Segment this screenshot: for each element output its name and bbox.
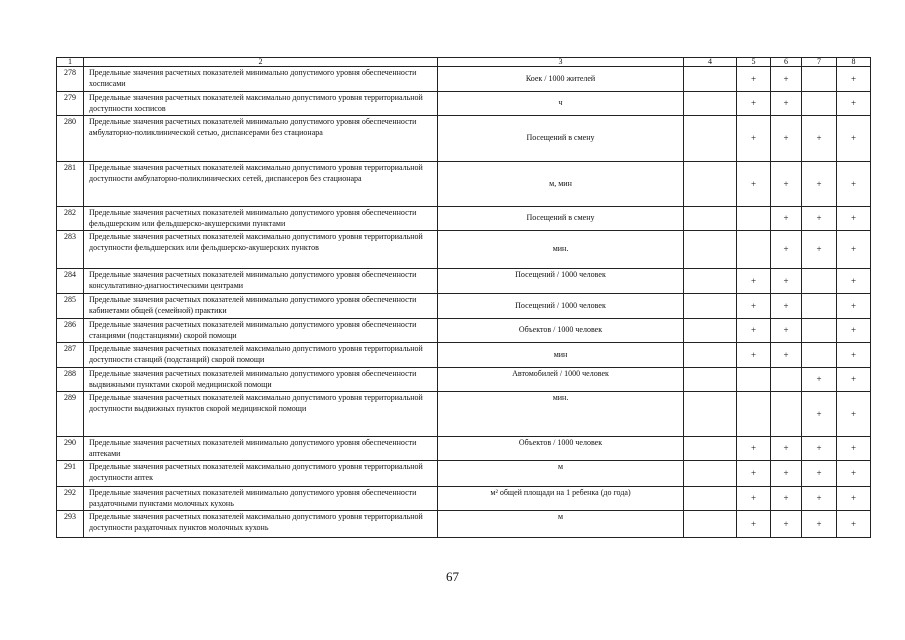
indicator-name: Предельные значения расчетных показателей максимально допустимого уровня территориальной доступности амбулаторно-поликлинических сетей, диспансеров без стационара bbox=[84, 162, 438, 207]
mark-cell-col8: + bbox=[837, 294, 871, 319]
mark-cell-col8: + bbox=[837, 207, 871, 231]
mark-cell-col7 bbox=[802, 92, 837, 116]
indicator-name: Предельные значения расчетных показателей минимально допустимого уровня обеспеченности кабинетами общей (семейной) практики bbox=[84, 294, 438, 319]
mark-cell-col6: + bbox=[771, 207, 802, 231]
col-header: 5 bbox=[737, 58, 771, 67]
indicator-name: Предельные значения расчетных показателей минимально допустимого уровня обеспеченности амбулаторно-поликлинической сетью, диспансерами без стационара bbox=[84, 116, 438, 162]
mark-cell-col8: + bbox=[837, 162, 871, 207]
mark-cell-col6: + bbox=[771, 162, 802, 207]
table-row bbox=[57, 116, 871, 162]
mark-cell-col6: + bbox=[771, 92, 802, 116]
mark-cell-col4 bbox=[684, 269, 737, 294]
mark-cell-col8: + bbox=[837, 368, 871, 392]
mark-cell-col6: + bbox=[771, 116, 802, 162]
mark-cell-col4 bbox=[684, 231, 737, 269]
mark-cell-col6: + bbox=[771, 319, 802, 343]
mark-cell-col7 bbox=[802, 294, 837, 319]
table-row bbox=[57, 487, 871, 511]
mark-cell-col4 bbox=[684, 207, 737, 231]
row-number: 286 bbox=[57, 319, 84, 343]
col-header: 8 bbox=[837, 58, 871, 67]
table-row bbox=[57, 231, 871, 269]
unit-cell: м, мин bbox=[438, 162, 684, 207]
col-header: 6 bbox=[771, 58, 802, 67]
mark-cell-col5: + bbox=[737, 487, 771, 511]
row-number: 278 bbox=[57, 67, 84, 92]
row-number: 287 bbox=[57, 343, 84, 368]
unit-cell: м bbox=[438, 511, 684, 538]
indicator-name: Предельные значения расчетных показателей максимально допустимого уровня территориальной доступности аптек bbox=[84, 461, 438, 487]
unit-cell: Коек / 1000 жителей bbox=[438, 67, 684, 92]
table-row bbox=[57, 207, 871, 231]
mark-cell-col8: + bbox=[837, 511, 871, 538]
unit-cell: Посещений в смену bbox=[438, 116, 684, 162]
indicator-name: Предельные значения расчетных показателей максимально допустимого уровня территориальной доступности выдвижных пунктов скорой медицинской помощи bbox=[84, 392, 438, 437]
unit-cell: мин bbox=[438, 343, 684, 368]
unit-cell: Автомобилей / 1000 человек bbox=[438, 368, 684, 392]
mark-cell-col5: + bbox=[737, 319, 771, 343]
mark-cell-col8: + bbox=[837, 116, 871, 162]
mark-cell-col8: + bbox=[837, 343, 871, 368]
mark-cell-col7: + bbox=[802, 116, 837, 162]
unit-cell: ч bbox=[438, 92, 684, 116]
mark-cell-col7: + bbox=[802, 487, 837, 511]
mark-cell-col4 bbox=[684, 67, 737, 92]
mark-cell-col4 bbox=[684, 343, 737, 368]
row-number: 284 bbox=[57, 269, 84, 294]
mark-cell-col7 bbox=[802, 319, 837, 343]
table-row bbox=[57, 392, 871, 437]
col-header: 4 bbox=[684, 58, 737, 67]
mark-cell-col8: + bbox=[837, 67, 871, 92]
indicator-name: Предельные значения расчетных показателей минимально допустимого уровня обеспеченности хосписами bbox=[84, 67, 438, 92]
row-number: 281 bbox=[57, 162, 84, 207]
mark-cell-col4 bbox=[684, 461, 737, 487]
unit-cell: Посещений в смену bbox=[438, 207, 684, 231]
mark-cell-col4 bbox=[684, 392, 737, 437]
mark-cell-col7: + bbox=[802, 437, 837, 461]
unit-cell: Посещений / 1000 человек bbox=[438, 294, 684, 319]
mark-cell-col8: + bbox=[837, 487, 871, 511]
indicator-name: Предельные значения расчетных показателей минимально допустимого уровня обеспеченности консультативно-диагностическими центрами bbox=[84, 269, 438, 294]
mark-cell-col6: + bbox=[771, 511, 802, 538]
mark-cell-col5: + bbox=[737, 437, 771, 461]
row-number: 282 bbox=[57, 207, 84, 231]
indicator-name: Предельные значения расчетных показателей минимально допустимого уровня обеспеченности фельдшерским или фельдшерско-акушерскими пунктами bbox=[84, 207, 438, 231]
mark-cell-col7: + bbox=[802, 368, 837, 392]
mark-cell-col8: + bbox=[837, 437, 871, 461]
mark-cell-col7: + bbox=[802, 231, 837, 269]
indicator-name: Предельные значения расчетных показателей максимально допустимого уровня территориальной доступности раздаточных пунктов молочных кухонь bbox=[84, 511, 438, 538]
table-row bbox=[57, 67, 871, 92]
unit-cell: мин. bbox=[438, 231, 684, 269]
mark-cell-col5: + bbox=[737, 269, 771, 294]
row-number: 289 bbox=[57, 392, 84, 437]
page-number: 67 bbox=[446, 569, 459, 584]
mark-cell-col4 bbox=[684, 437, 737, 461]
mark-cell-col8: + bbox=[837, 319, 871, 343]
mark-cell-col5: + bbox=[737, 294, 771, 319]
col-header: 1 bbox=[57, 58, 84, 67]
mark-cell-col6: + bbox=[771, 294, 802, 319]
table-row bbox=[57, 294, 871, 319]
indicator-name: Предельные значения расчетных показателей минимально допустимого уровня обеспеченности раздаточными пунктами молочных кухонь bbox=[84, 487, 438, 511]
table-row bbox=[57, 343, 871, 368]
row-number: 291 bbox=[57, 461, 84, 487]
mark-cell-col5 bbox=[737, 392, 771, 437]
row-number: 279 bbox=[57, 92, 84, 116]
table-row bbox=[57, 319, 871, 343]
row-number: 288 bbox=[57, 368, 84, 392]
mark-cell-col5: + bbox=[737, 116, 771, 162]
indicator-name: Предельные значения расчетных показателей минимально допустимого уровня обеспеченности станциями (подстанциями) скорой помощи bbox=[84, 319, 438, 343]
row-number: 283 bbox=[57, 231, 84, 269]
mark-cell-col5 bbox=[737, 231, 771, 269]
header-row bbox=[57, 58, 871, 67]
col-header: 2 bbox=[84, 58, 438, 67]
mark-cell-col5: + bbox=[737, 461, 771, 487]
indicator-name: Предельные значения расчетных показателей минимально допустимого уровня обеспеченности выдвижными пунктами скорой медицинской помощи bbox=[84, 368, 438, 392]
mark-cell-col6: + bbox=[771, 231, 802, 269]
table-row bbox=[57, 162, 871, 207]
mark-cell-col4 bbox=[684, 116, 737, 162]
unit-cell: Объектов / 1000 человек bbox=[438, 437, 684, 461]
mark-cell-col8: + bbox=[837, 92, 871, 116]
mark-cell-col5: + bbox=[737, 67, 771, 92]
mark-cell-col4 bbox=[684, 92, 737, 116]
row-number: 285 bbox=[57, 294, 84, 319]
mark-cell-col6: + bbox=[771, 437, 802, 461]
indicator-name: Предельные значения расчетных показателей максимально допустимого уровня территориальной доступности станций (подстанций) скорой помощи bbox=[84, 343, 438, 368]
mark-cell-col6: + bbox=[771, 461, 802, 487]
mark-cell-col6 bbox=[771, 368, 802, 392]
table-row bbox=[57, 368, 871, 392]
mark-cell-col4 bbox=[684, 487, 737, 511]
unit-cell: Посещений / 1000 человек bbox=[438, 269, 684, 294]
indicator-name: Предельные значения расчетных показателей минимально допустимого уровня обеспеченности аптеками bbox=[84, 437, 438, 461]
row-number: 292 bbox=[57, 487, 84, 511]
mark-cell-col4 bbox=[684, 511, 737, 538]
mark-cell-col8: + bbox=[837, 269, 871, 294]
mark-cell-col6: + bbox=[771, 269, 802, 294]
mark-cell-col5 bbox=[737, 207, 771, 231]
mark-cell-col4 bbox=[684, 294, 737, 319]
mark-cell-col7: + bbox=[802, 207, 837, 231]
mark-cell-col8: + bbox=[837, 461, 871, 487]
mark-cell-col7 bbox=[802, 269, 837, 294]
mark-cell-col5: + bbox=[737, 511, 771, 538]
mark-cell-col6: + bbox=[771, 67, 802, 92]
mark-cell-col4 bbox=[684, 162, 737, 207]
row-number: 293 bbox=[57, 511, 84, 538]
indicators-table bbox=[56, 57, 871, 538]
mark-cell-col6 bbox=[771, 392, 802, 437]
table-row bbox=[57, 92, 871, 116]
mark-cell-col7 bbox=[802, 343, 837, 368]
indicator-name: Предельные значения расчетных показателей максимально допустимого уровня территориальной доступности фельдшерских или фельдшерско-акушерских пунктов bbox=[84, 231, 438, 269]
unit-cell: м bbox=[438, 461, 684, 487]
mark-cell-col7: + bbox=[802, 162, 837, 207]
table-row bbox=[57, 437, 871, 461]
mark-cell-col8: + bbox=[837, 392, 871, 437]
unit-cell: м² общей площади на 1 ребенка (до года) bbox=[438, 487, 684, 511]
table-body bbox=[57, 67, 871, 538]
mark-cell-col8: + bbox=[837, 231, 871, 269]
mark-cell-col6: + bbox=[771, 343, 802, 368]
col-header: 7 bbox=[802, 58, 837, 67]
row-number: 290 bbox=[57, 437, 84, 461]
table-row bbox=[57, 269, 871, 294]
mark-cell-col5 bbox=[737, 368, 771, 392]
mark-cell-col7: + bbox=[802, 461, 837, 487]
mark-cell-col7: + bbox=[802, 392, 837, 437]
mark-cell-col6: + bbox=[771, 487, 802, 511]
unit-cell: мин. bbox=[438, 392, 684, 437]
mark-cell-col4 bbox=[684, 319, 737, 343]
mark-cell-col5: + bbox=[737, 343, 771, 368]
mark-cell-col5: + bbox=[737, 162, 771, 207]
table-row bbox=[57, 511, 871, 538]
indicator-name: Предельные значения расчетных показателей максимально допустимого уровня территориальной доступности хосписов bbox=[84, 92, 438, 116]
unit-cell: Объектов / 1000 человек bbox=[438, 319, 684, 343]
col-header: 3 bbox=[438, 58, 684, 67]
mark-cell-col7: + bbox=[802, 511, 837, 538]
row-number: 280 bbox=[57, 116, 84, 162]
mark-cell-col5: + bbox=[737, 92, 771, 116]
table-row bbox=[57, 461, 871, 487]
mark-cell-col4 bbox=[684, 368, 737, 392]
mark-cell-col7 bbox=[802, 67, 837, 92]
